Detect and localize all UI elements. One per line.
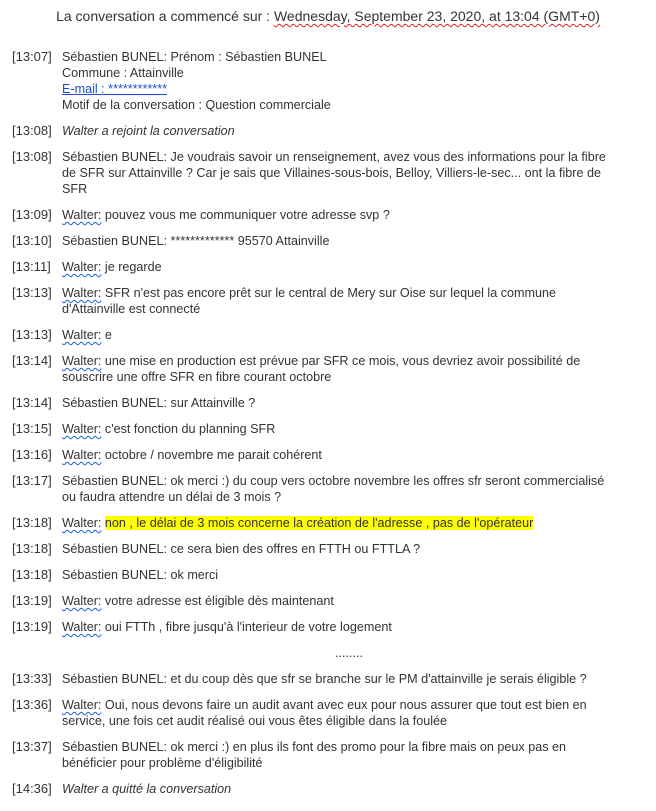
- chat-entry: [0, 285, 656, 317]
- author-name: Sébastien BUNEL:: [62, 50, 168, 64]
- header-prefix: La conversation a commencé sur :: [56, 8, 274, 24]
- email-link[interactable]: E-mail : ************: [62, 82, 167, 96]
- author-name: Sébastien BUNEL:: [62, 474, 168, 488]
- header-date: Wednesday, September 23, 2020, at 13:04 (GMT+0): [273, 8, 600, 24]
- chat-entry: [0, 515, 656, 531]
- timestamp: [13:19]: [12, 593, 52, 608]
- chat-entry: [0, 541, 656, 557]
- chat-entry: [0, 327, 656, 343]
- timestamp: [14:36]: [12, 781, 52, 796]
- chat-log: [0, 49, 656, 807]
- timestamp: [13:09]: [12, 207, 52, 222]
- system-entry: [0, 123, 656, 139]
- timestamp: [13:14]: [12, 353, 52, 368]
- message-text: ************* 95570 Attainville: [170, 234, 330, 248]
- message-line: Prénom : Sébastien BUNEL: [170, 50, 327, 64]
- chat-entry: [0, 447, 656, 463]
- chat-entry: [0, 207, 656, 223]
- author-name: Sébastien BUNEL:: [62, 568, 168, 582]
- timestamp: [13:18]: [12, 541, 52, 556]
- message-text: Oui, nous devons faire un audit avant avec eux pour nous assurer que tout est bien en service, une fois cet audit réalisé oui vous êtes éligible dans la foulée: [62, 698, 587, 728]
- message-text: octobre / novembre me parait cohérent: [104, 448, 322, 462]
- author-name: Walter:: [62, 260, 102, 274]
- chat-entry: [0, 259, 656, 275]
- message-text: SFR n'est pas encore prêt sur le central de Mery sur Oise sur lequel la commune d'Attainville est connecté: [62, 286, 556, 316]
- timestamp: [13:07]: [12, 49, 52, 64]
- message-text: votre adresse est éligible dès maintenant: [104, 594, 334, 608]
- message-text: ok merci: [170, 568, 219, 582]
- highlighted-message: non , le délai de 3 mois concerne la création de l'adresse , pas de l'opérateur: [104, 516, 534, 530]
- system-message: Walter a rejoint la conversation: [62, 124, 235, 138]
- message-text: c'est fonction du planning SFR: [104, 422, 276, 436]
- timestamp: [13:08]: [12, 149, 52, 164]
- timestamp: [13:13]: [12, 285, 52, 300]
- author-name: Walter:: [62, 422, 102, 436]
- time-gap-separator: [0, 645, 656, 661]
- timestamp: [13:13]: [12, 327, 52, 342]
- chat-entry: [0, 671, 656, 687]
- author-name: Sébastien BUNEL:: [62, 150, 168, 164]
- timestamp: [13:37]: [12, 739, 52, 754]
- author-name: Walter:: [62, 286, 102, 300]
- email-line: [62, 81, 612, 97]
- timestamp: [13:14]: [12, 395, 52, 410]
- message-text: ok merci :) du coup vers octobre novembre les offres sfr seront commercialisé ou faudra attendre un délai de 3 mois ?: [62, 474, 605, 504]
- chat-entry: [0, 49, 656, 113]
- timestamp: [13:36]: [12, 697, 52, 712]
- message-text: une mise en production est prévue par SFR ce mois, vous devriez avoir possibilité de souscrire une offre SFR en fibre courant octobre: [62, 354, 581, 384]
- author-name: Walter:: [62, 698, 102, 712]
- chat-entry: [0, 395, 656, 411]
- chat-entry: [0, 697, 656, 729]
- timestamp: [13:11]: [12, 259, 51, 274]
- timestamp: [13:33]: [12, 671, 52, 686]
- timestamp: [13:19]: [12, 619, 52, 634]
- author-name: Sébastien BUNEL:: [62, 234, 168, 248]
- system-entry: [0, 781, 656, 797]
- chat-entry: [0, 149, 656, 197]
- author-name: Sébastien BUNEL:: [62, 740, 168, 754]
- chat-entry: [0, 473, 656, 505]
- conversation-header: [0, 7, 656, 25]
- chat-entry: [0, 619, 656, 635]
- message-text: sur Attainville ?: [170, 396, 256, 410]
- timestamp: [13:16]: [12, 447, 52, 462]
- message-line: Motif de la conversation : Question commerciale: [62, 98, 331, 112]
- chat-entry: [0, 353, 656, 385]
- author-name: Walter:: [62, 208, 102, 222]
- timestamp: [13:17]: [12, 473, 52, 488]
- chat-entry: [0, 567, 656, 583]
- separator-dots: ........: [335, 646, 363, 660]
- timestamp: [13:18]: [12, 515, 52, 530]
- message-text: Je voudrais savoir un renseignement, avez vous des informations pour la fibre de SFR sur Attainville ? Car je sais que Villaines-sous-bois, Belloy, Villiers-le-sec... ont la fibre de SFR: [62, 150, 606, 196]
- timestamp: [13:15]: [12, 421, 52, 436]
- author-name: Walter:: [62, 354, 102, 368]
- message-text: ok merci :) en plus ils font des promo pour la fibre mais on peux pas en bénéficier pour problème d'éligibilité: [62, 740, 567, 770]
- timestamp: [13:08]: [12, 123, 52, 138]
- author-name: Walter:: [62, 516, 102, 530]
- chat-entry: [0, 593, 656, 609]
- author-name: Walter:: [62, 620, 102, 634]
- author-name: Walter:: [62, 328, 102, 342]
- message-text: oui FTTh , fibre jusqu'à l'interieur de votre logement: [104, 620, 392, 634]
- message-text: je regarde: [104, 260, 162, 274]
- timestamp: [13:10]: [12, 233, 52, 248]
- message-line: Commune : Attainville: [62, 66, 184, 80]
- author-name: Sébastien BUNEL:: [62, 396, 168, 410]
- author-name: Sébastien BUNEL:: [62, 672, 168, 686]
- message-text: ce sera bien des offres en FTTH ou FTTLA ?: [170, 542, 421, 556]
- chat-entry: [0, 421, 656, 437]
- author-name: Walter:: [62, 594, 102, 608]
- message-text: pouvez vous me communiquer votre adresse svp ?: [104, 208, 390, 222]
- system-message: Walter a quitté la conversation: [62, 782, 232, 796]
- author-name: Walter:: [62, 448, 102, 462]
- message-text: e: [104, 328, 112, 342]
- timestamp: [13:18]: [12, 567, 52, 582]
- author-name: Sébastien BUNEL:: [62, 542, 168, 556]
- chat-entry: [0, 739, 656, 771]
- chat-entry: [0, 233, 656, 249]
- message-text: et du coup dès que sfr se branche sur le PM d'attainville je serais éligible ?: [170, 672, 587, 686]
